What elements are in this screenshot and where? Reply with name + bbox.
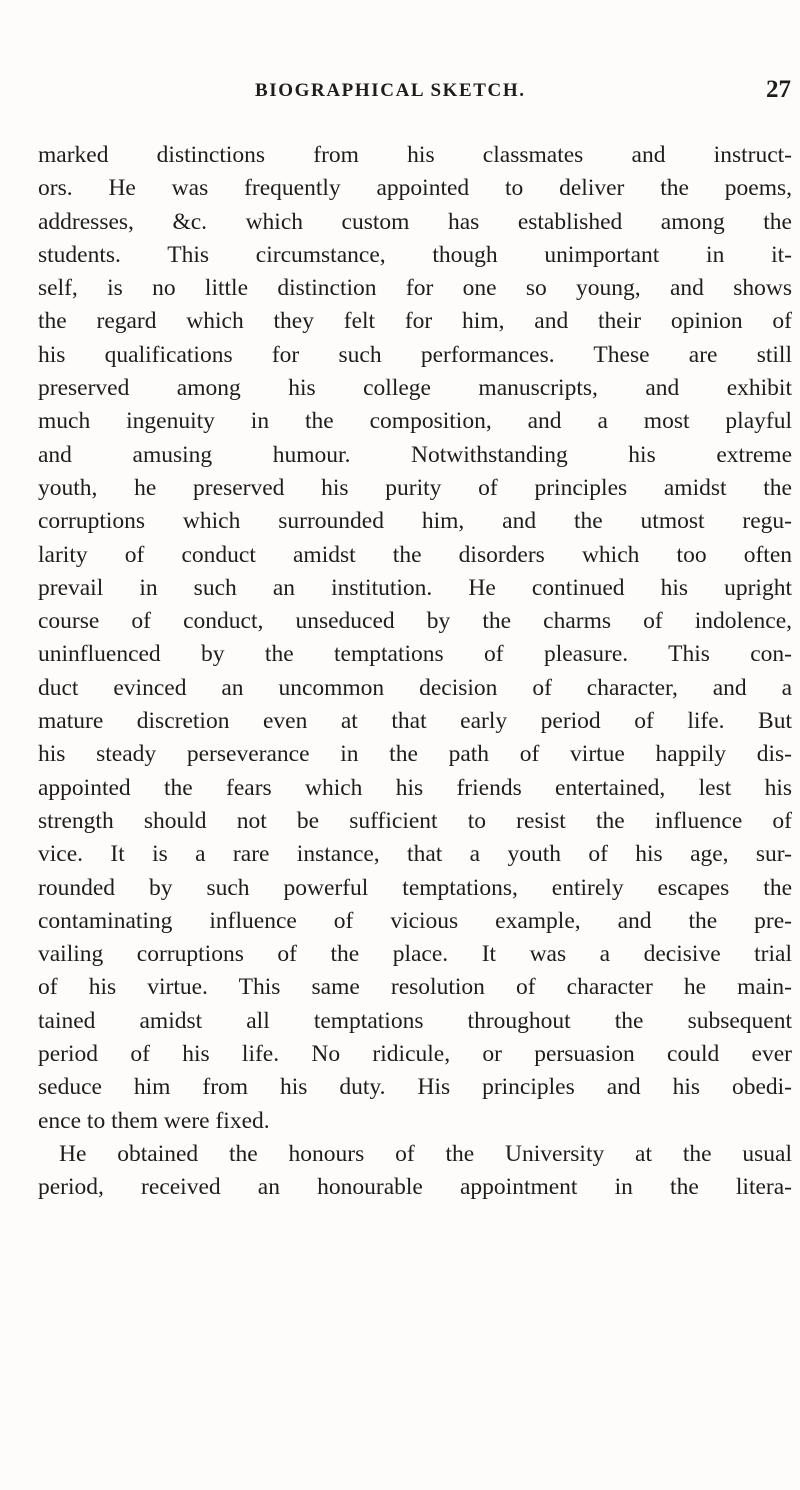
body-text [38, 139, 795, 1205]
text-line: uninfluenced by the temptations of pleasure. This con- [38, 641, 792, 668]
text-line: period, received an honourable appointment in the litera- [38, 1174, 792, 1201]
text-line: rounded by such powerful temptations, entirely escapes the [38, 874, 792, 901]
text-line: youth, he preserved his purity of principles amidst the [38, 474, 792, 501]
text-line: mature discretion even at that early period of life. But [38, 708, 792, 735]
paragraph-first-line: He obtained the honours of the University at the usual [59, 1140, 792, 1167]
text-line: contaminating influence of vicious example, and the pre- [38, 907, 792, 934]
text-line: duct evinced an uncommon decision of character, and a [38, 674, 792, 701]
text-line: vice. It is a rare instance, that a youth of his age, sur- [38, 841, 792, 868]
text-line: students. This circumstance, though unimportant in it- [38, 241, 792, 268]
text-line: his qualifications for such performances. These are still [38, 341, 792, 368]
text-line: much ingenuity in the composition, and a most playful [38, 408, 792, 435]
text-line: marked distinctions from his classmates and instruct- [38, 142, 792, 168]
text-line: period of his life. No ridicule, or persuasion could ever [38, 1041, 792, 1068]
text-line: prevail in such an institution. He continued his upright [38, 574, 792, 601]
text-line: his steady perseverance in the path of virtue happily dis- [38, 741, 792, 768]
text-line: vailing corruptions of the place. It was a decisive trial [38, 941, 792, 968]
text-line: ors. He was frequently appointed to deliver the poems, [38, 175, 792, 202]
text-line: the regard which they felt for him, and their opinion of [38, 308, 792, 335]
text-line: addresses, &c. which custom has established among the [38, 208, 792, 235]
text-line: appointed the fears which his friends entertained, lest his [38, 774, 792, 801]
text-line: tained amidst all temptations throughout the subsequent [38, 1007, 792, 1034]
text-line: larity of conduct amidst the disorders which too often [38, 541, 792, 568]
text-line: and amusing humour. Notwithstanding his extreme [38, 441, 792, 468]
page-number: 27 [766, 76, 791, 103]
text-line: course of conduct, unseduced by the charms of indolence, [38, 608, 792, 635]
running-head [255, 76, 800, 110]
running-title: BIOGRAPHICAL SKETCH. [255, 80, 526, 101]
text-line: corruptions which surrounded him, and the utmost regu- [38, 508, 792, 535]
text-line: ence to them were fixed. [38, 1107, 270, 1134]
text-line: of his virtue. This same resolution of character he main- [38, 974, 792, 1001]
text-line: preserved among his college manuscripts, and exhibit [38, 375, 792, 402]
text-line: seduce him from his duty. His principles and his obedi- [38, 1074, 792, 1101]
text-line: self, is no little distinction for one so young, and shows [38, 275, 792, 302]
text-line: strength should not be sufficient to resist the influence of [38, 807, 792, 834]
